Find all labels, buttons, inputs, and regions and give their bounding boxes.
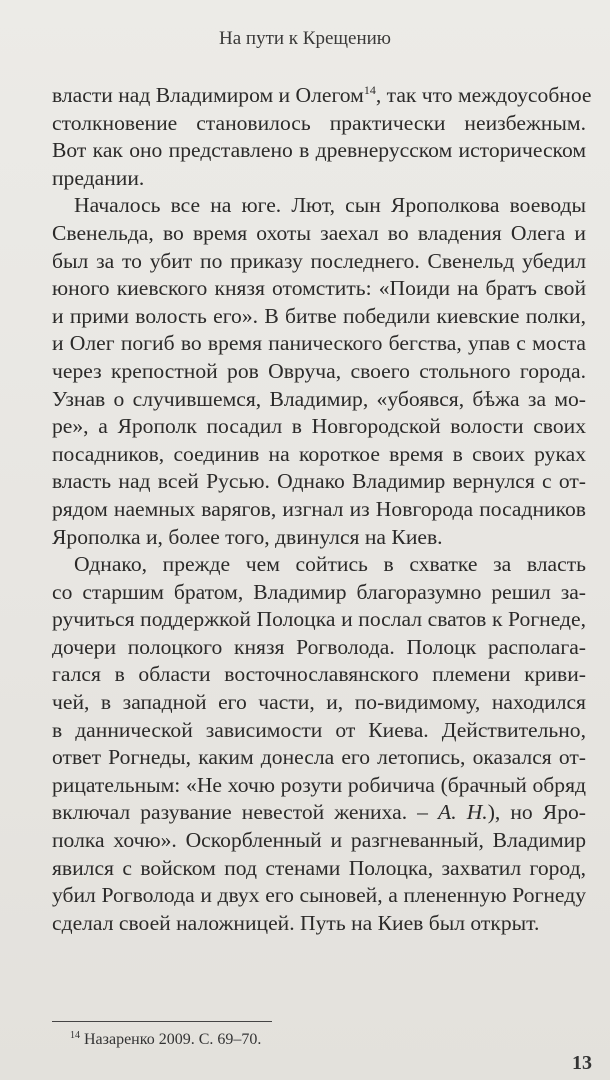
text-line [52, 330, 586, 358]
line-text: предании. [52, 165, 145, 190]
line-text: власти над Владимиром и Олегом [52, 83, 364, 107]
text-line [52, 358, 586, 386]
text-line [52, 606, 586, 634]
text-line [52, 689, 586, 717]
text-line [52, 524, 586, 552]
text-line [52, 827, 586, 855]
footnote [70, 1031, 261, 1049]
text-line [52, 110, 586, 138]
paragraph [52, 192, 586, 551]
line-text: дочери полоцкого князя Рогволода. Полоцк располага- [52, 634, 586, 659]
line-text: ручиться поддержкой Полоцка и послал сватов к Рогнеде, [52, 607, 586, 632]
text-line [52, 468, 586, 496]
line-text: явился с войском под стенами Полоцка, захватил город, [52, 855, 586, 880]
text-line [52, 744, 586, 772]
paragraph [52, 82, 592, 192]
line-text: Ярополка и, более того, двинулся на Киев. [52, 524, 443, 549]
line-text: гался в области восточнославянского племени криви- [52, 662, 586, 687]
page-number: 13 [572, 1052, 592, 1074]
paragraph [52, 551, 586, 937]
line-text: был за то убит по приказу последнего. Свенельд убедил [52, 248, 586, 273]
line-text: сделал своей наложницей. Путь на Киев был открыт. [52, 910, 540, 935]
text-line [52, 799, 586, 827]
text-line [52, 82, 592, 110]
text-line [52, 413, 586, 441]
text-line [52, 165, 586, 193]
line-text: Узнав о случившемся, Владимир, «убоявся, бѣжа за мо- [52, 386, 586, 411]
text-line [52, 717, 586, 745]
line-text: Однако, прежде чем сойтись в схватке за власть [74, 552, 586, 577]
italic-initials: А. Н. [438, 800, 488, 825]
text-line [52, 634, 586, 662]
line-text: в даннической зависимости от Киева. Действительно, [52, 717, 586, 742]
line-text: полка хочю». Оскорбленный и разгневанный, Владимир [52, 828, 586, 853]
line-text-rest: ), но Яро- [487, 800, 586, 825]
line-text: ответ Рогнеды, каким донесла его летопись, оказался от- [52, 745, 586, 770]
line-text: включал разувание невестой жениха. – [52, 800, 439, 825]
text-line [52, 441, 586, 469]
line-text: убил Рогволода и двух его сыновей, а плененную Рогнеду [52, 883, 586, 908]
footnote-rule [52, 1021, 272, 1022]
text-line [52, 910, 586, 938]
line-text: через крепостной ров Овруча, своего стольного города. [52, 358, 586, 383]
running-head: На пути к Крещению [219, 28, 391, 49]
line-text: юного киевского князя отомстить: «Поиди на братъ свой [52, 276, 586, 301]
text-line [52, 220, 586, 248]
text-line [52, 386, 586, 414]
text-line [52, 248, 586, 276]
footnote-text: Назаренко 2009. С. 69–70. [84, 1031, 262, 1048]
line-text: чей, в западной его части, и, по-видимому, находился [52, 690, 586, 715]
line-text: Началось все на юге. Лют, сын Ярополкова воеводы [74, 193, 586, 218]
line-text: и Олег погиб во время панического бегства, упав с моста [52, 331, 586, 356]
line-text: рицательным: «Не хочю розути робичича (брачный обряд [52, 772, 586, 797]
line-text-rest: , так что междоусобное [375, 83, 592, 107]
text-line [52, 303, 586, 331]
text-line [52, 882, 586, 910]
line-text: посадников, соединив на короткое время в своих руках [52, 441, 586, 466]
line-text: со старшим братом, Владимир благоразумно решил за- [52, 579, 586, 604]
text-line [52, 275, 586, 303]
footnote-mark: 14 [70, 1030, 80, 1041]
footnote-reference: 14 [363, 83, 376, 97]
text-line [52, 579, 586, 607]
line-text: Свенельда, во время охоты заехал во владения Олега и [52, 220, 586, 245]
line-text: Вот как оно представлено в древнерусском историческом [52, 138, 586, 163]
text-line [52, 551, 586, 579]
line-text: власть над всей Русью. Однако Владимир вернулся с от- [52, 469, 586, 494]
text-line [52, 855, 586, 883]
text-line [52, 661, 586, 689]
text-line [52, 192, 586, 220]
body-text [52, 82, 592, 937]
line-text: и прими волость его». В битве победили киевские полки, [52, 303, 586, 328]
text-line [52, 137, 586, 165]
line-text: столкновение становилось практически неизбежным. [52, 110, 586, 135]
line-text: ре», а Ярополк посадил в Новгородской волости своих [52, 414, 586, 439]
text-line [52, 496, 586, 524]
line-text: рядом наемных варягов, изгнал из Новгорода посадников [52, 496, 586, 521]
text-line [52, 772, 586, 800]
